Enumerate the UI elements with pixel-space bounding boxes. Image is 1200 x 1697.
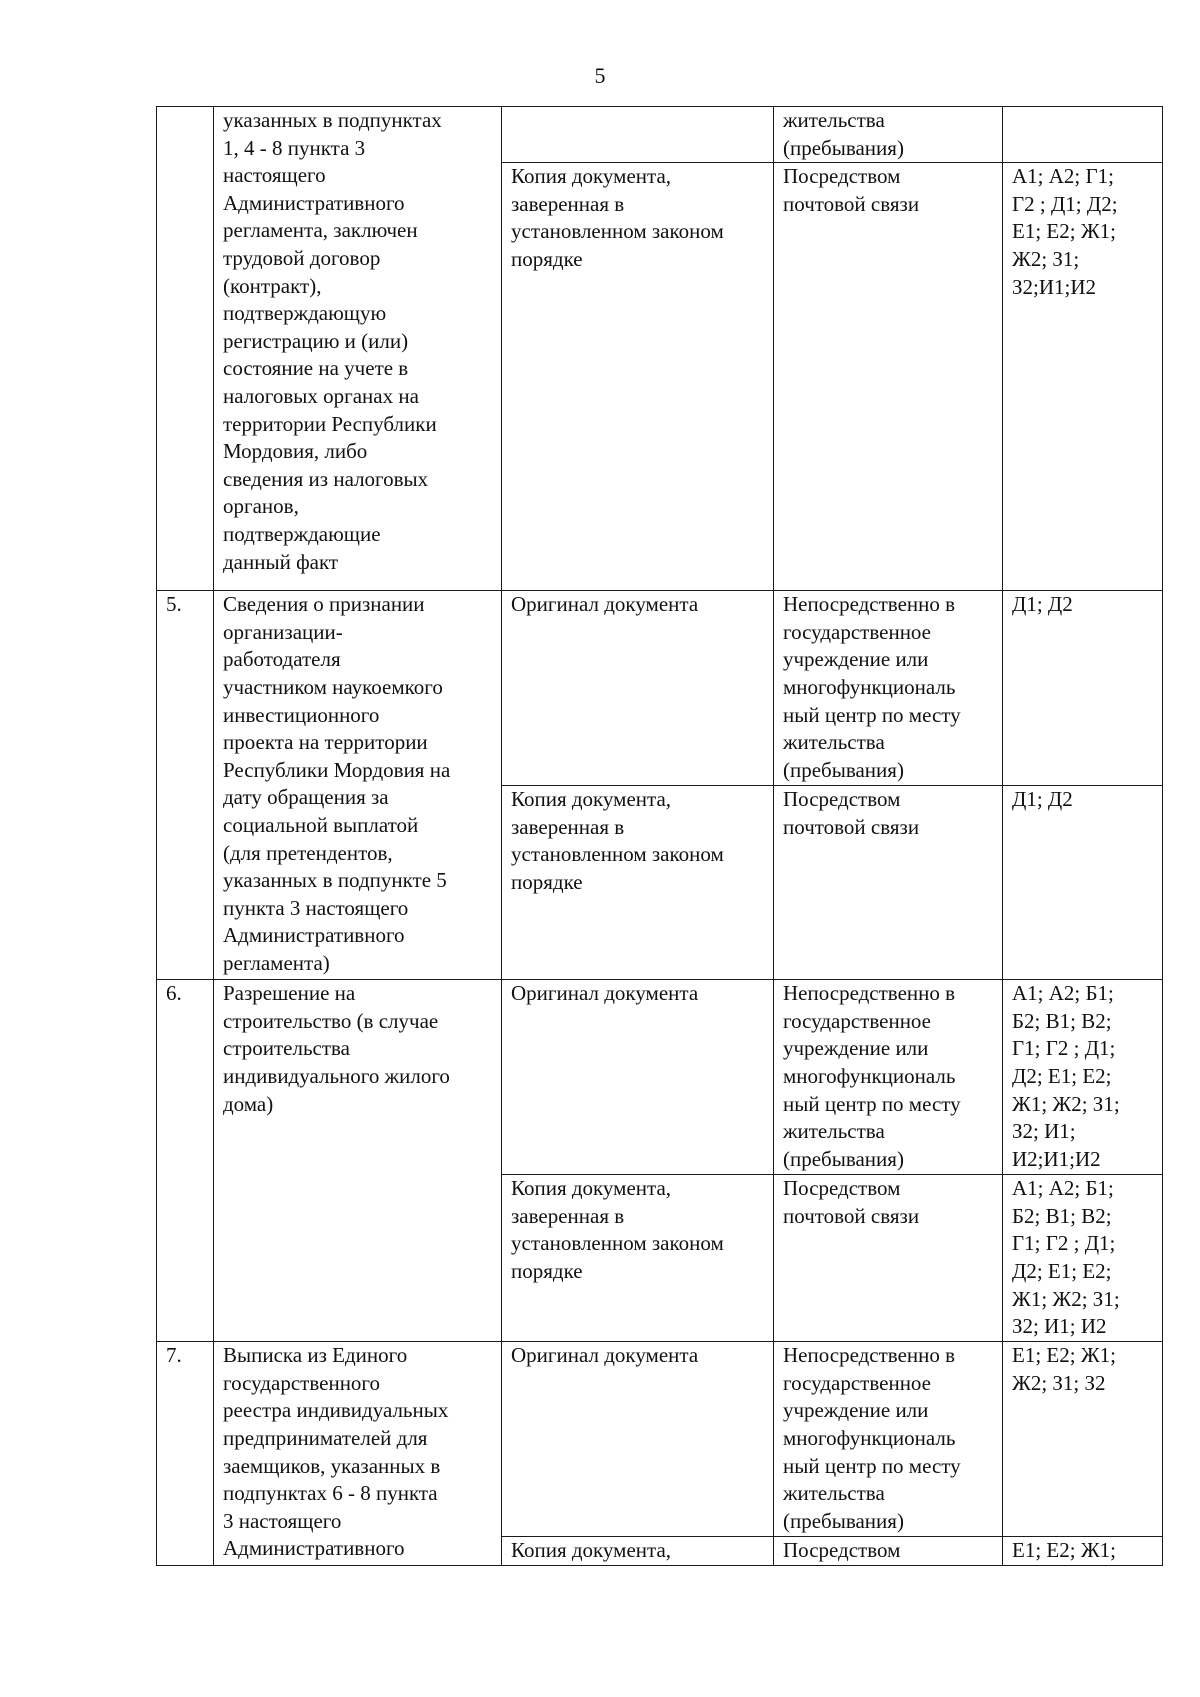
applicant-categories: Е1; Е2; Ж1; [1003, 1537, 1163, 1566]
row-number [157, 107, 214, 591]
applicant-categories: Е1; Е2; Ж1; Ж2; З1; З2 [1003, 1342, 1163, 1537]
table-row [157, 591, 1163, 786]
document-name: Разрешение на строительство (в случае строительства индивидуального жилого дома) [214, 980, 502, 1342]
submission-form [502, 107, 774, 163]
row-number: 5. [157, 591, 214, 980]
documents-table [156, 106, 1163, 1566]
table-row [157, 980, 1163, 1175]
submission-method: Непосредственно в государственное учреждение или многофункциональ ный центр по месту жительства (пребывания) [774, 591, 1003, 786]
submission-method: Непосредственно в государственное учреждение или многофункциональ ный центр по месту жительства (пребывания) [774, 1342, 1003, 1537]
submission-form: Копия документа, заверенная в установленном законом порядке [502, 1175, 774, 1342]
submission-form: Оригинал документа [502, 980, 774, 1175]
row-number: 7. [157, 1342, 214, 1566]
applicant-categories: Д1; Д2 [1003, 591, 1163, 786]
submission-form: Копия документа, заверенная в установленном законом порядке [502, 163, 774, 591]
submission-method: жительства (пребывания) [774, 107, 1003, 163]
submission-method: Посредством [774, 1537, 1003, 1566]
submission-form: Копия документа, [502, 1537, 774, 1566]
row-number: 6. [157, 980, 214, 1342]
page-number: 5 [594, 63, 606, 88]
applicant-categories [1003, 107, 1163, 163]
submission-form: Оригинал документа [502, 591, 774, 786]
submission-form: Копия документа, заверенная в установленном законом порядке [502, 786, 774, 980]
table-row [157, 1342, 1163, 1537]
document-name: указанных в подпунктах 1, 4 - 8 пункта 3 настоящего Административного регламента, заключен трудовой договор (контракт), подтверждающую регистрацию и (или) состояние на учете в налоговых органах на территории Республики Мордовия, либо сведения из налоговых органов, подтверждающие данный факт [214, 107, 502, 591]
submission-method: Посредством почтовой связи [774, 1175, 1003, 1342]
applicant-categories: А1; А2; Б1; Б2; В1; В2; Г1; Г2 ; Д1; Д2; Е1; Е2; Ж1; Ж2; З1; З2; И1; И2;И1;И2 [1003, 980, 1163, 1175]
document-name: Сведения о признании организации- работодателя участником наукоемкого инвестиционного проекта на территории Республики Мордовия на дату обращения за социальной выплатой (для претендентов, указанных в подпункте 5 пункта 3 настоящего Административного регламента) [214, 591, 502, 980]
applicant-categories: Д1; Д2 [1003, 786, 1163, 980]
document-name: Выписка из Единого государственного реестра индивидуальных предпринимателей для заемщиков, указанных в подпунктах 6 - 8 пункта 3 настоящего Административного [214, 1342, 502, 1566]
applicant-categories: А1; А2; Г1; Г2 ; Д1; Д2; Е1; Е2; Ж1; Ж2; З1; З2;И1;И2 [1003, 163, 1163, 591]
submission-method: Посредством почтовой связи [774, 163, 1003, 591]
table-row [157, 107, 1163, 163]
submission-form: Оригинал документа [502, 1342, 774, 1537]
submission-method: Непосредственно в государственное учреждение или многофункциональ ный центр по месту жительства (пребывания) [774, 980, 1003, 1175]
applicant-categories: А1; А2; Б1; Б2; В1; В2; Г1; Г2 ; Д1; Д2; Е1; Е2; Ж1; Ж2; З1; З2; И1; И2 [1003, 1175, 1163, 1342]
submission-method: Посредством почтовой связи [774, 786, 1003, 980]
